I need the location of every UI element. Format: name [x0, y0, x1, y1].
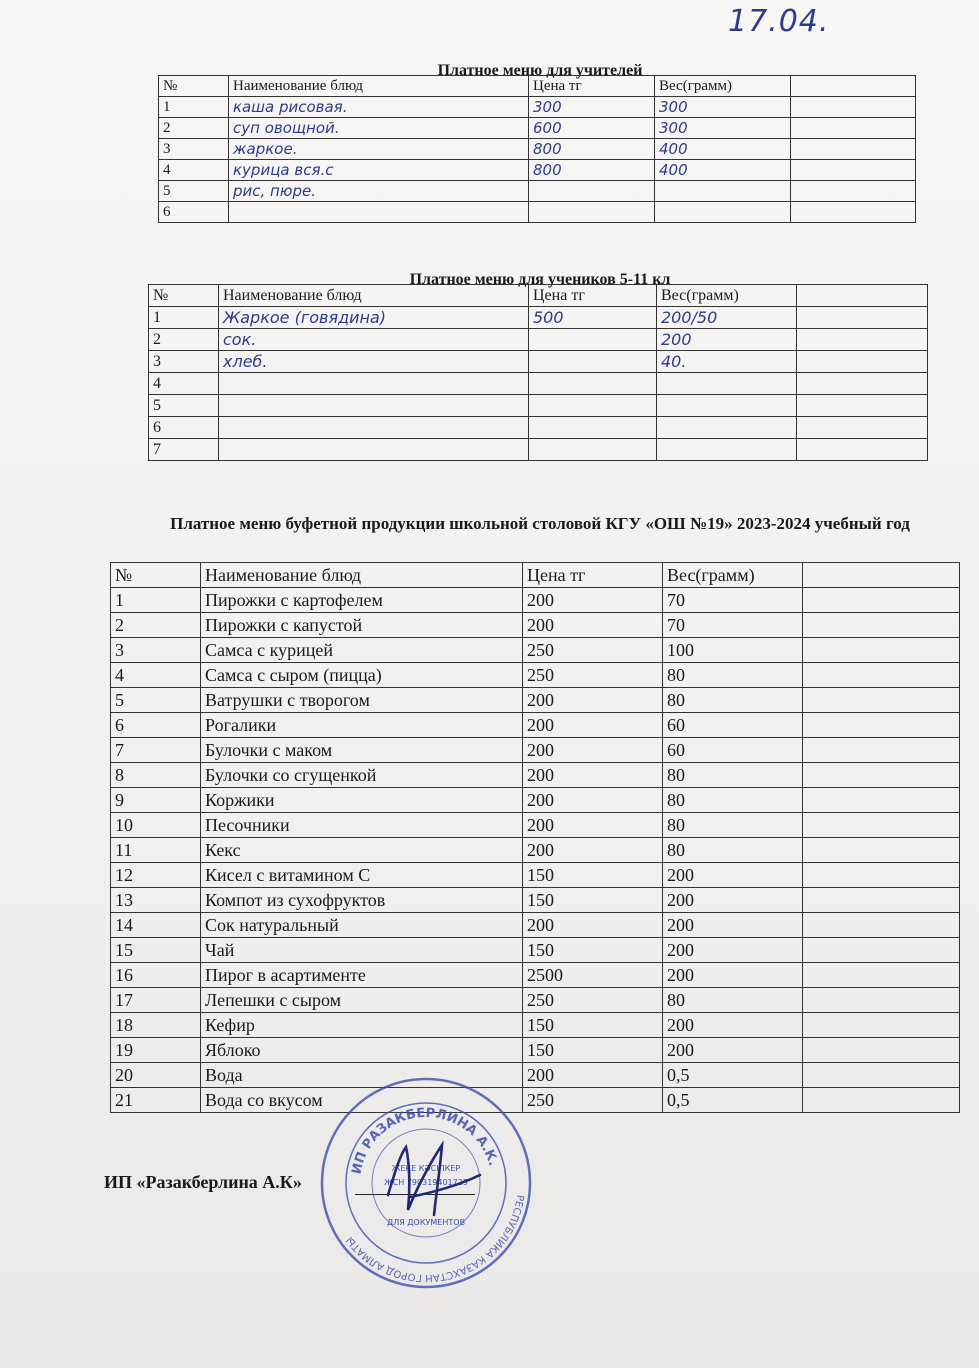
table-cell: 4 [149, 373, 219, 395]
table-cell: 200 [523, 588, 663, 613]
table-cell [219, 373, 529, 395]
table-cell: 60 [663, 738, 803, 763]
table-cell: Рогалики [201, 713, 523, 738]
column-header [791, 76, 916, 97]
table-cell [803, 638, 960, 663]
table-cell [803, 588, 960, 613]
table-cell [529, 395, 657, 417]
table-cell: 3 [149, 351, 219, 373]
table-cell [529, 417, 657, 439]
table-header-row [159, 76, 916, 97]
table-cell: 21 [111, 1088, 201, 1113]
column-header: Вес(грамм) [663, 563, 803, 588]
stamp-inner-text: ИП РАЗАКБЕРЛИНА А.К. [349, 1105, 501, 1176]
table-cell: хлеб. [219, 351, 529, 373]
table-cell: Чай [201, 938, 523, 963]
table-cell: 200 [523, 813, 663, 838]
table-cell: 80 [663, 838, 803, 863]
column-header: № [111, 563, 201, 588]
table-row [111, 738, 960, 763]
table-cell [791, 118, 916, 139]
table-cell [803, 988, 960, 1013]
table-row [111, 988, 960, 1013]
table-cell: 80 [663, 763, 803, 788]
table-cell [803, 838, 960, 863]
stamp-bottom-text: ДЛЯ ДОКУМЕНТОВ [386, 1218, 466, 1227]
table-cell [803, 688, 960, 713]
table-cell [655, 181, 791, 202]
table-row [111, 813, 960, 838]
table-row [111, 613, 960, 638]
table-cell: 16 [111, 963, 201, 988]
table-cell: 60 [663, 713, 803, 738]
table-cell [803, 963, 960, 988]
table-row [111, 1088, 960, 1113]
table-cell [803, 863, 960, 888]
buffet-menu-title: Платное меню буфетной продукции школьной столовой КГУ «ОШ №19» 2023-2024 учебный год [170, 514, 910, 533]
table-row [159, 139, 916, 160]
table-cell: 200 [523, 838, 663, 863]
table-cell [797, 373, 928, 395]
column-header: Цена тг [529, 76, 655, 97]
table-cell: 800 [529, 139, 655, 160]
table-cell: Самса с курицей [201, 638, 523, 663]
table-cell [791, 160, 916, 181]
table-cell: Жаркое (говядина) [219, 307, 529, 329]
table-cell [803, 788, 960, 813]
table-row [111, 838, 960, 863]
table-cell: 200 [663, 913, 803, 938]
table-cell: 2500 [523, 963, 663, 988]
table-row [111, 938, 960, 963]
teachers-menu-body [159, 97, 916, 223]
buffet-menu-table [110, 562, 960, 1113]
table-cell [803, 738, 960, 763]
table-cell: Самса с сыром (пицца) [201, 663, 523, 688]
table-cell: 80 [663, 688, 803, 713]
table-cell: 500 [529, 307, 657, 329]
column-header: № [159, 76, 229, 97]
table-cell [529, 202, 655, 223]
table-cell [657, 439, 797, 461]
table-cell: 5 [159, 181, 229, 202]
table-row [159, 118, 916, 139]
table-row [111, 788, 960, 813]
table-cell: 200 [523, 738, 663, 763]
table-cell [791, 181, 916, 202]
table-cell: 1 [159, 97, 229, 118]
table-cell: 2 [149, 329, 219, 351]
table-row [149, 439, 928, 461]
table-cell: 400 [655, 139, 791, 160]
table-cell [655, 202, 791, 223]
table-cell: 4 [111, 663, 201, 688]
table-cell: Кисел с витамином С [201, 863, 523, 888]
table-cell: Кекс [201, 838, 523, 863]
table-cell: Пирожки с картофелем [201, 588, 523, 613]
table-row [159, 160, 916, 181]
table-cell: 11 [111, 838, 201, 863]
table-cell [803, 913, 960, 938]
table-row [111, 1038, 960, 1063]
table-cell: 150 [523, 863, 663, 888]
table-cell: Кефир [201, 1013, 523, 1038]
table-cell [803, 938, 960, 963]
students-menu-body [149, 307, 928, 461]
table-cell: 1 [149, 307, 219, 329]
table-cell: Вода со вкусом [201, 1088, 523, 1113]
table-cell [803, 888, 960, 913]
table-cell: 0,5 [663, 1063, 803, 1088]
table-cell: 150 [523, 1038, 663, 1063]
table-cell: 200 [523, 763, 663, 788]
table-cell [797, 439, 928, 461]
table-cell: Вода [201, 1063, 523, 1088]
table-cell: 9 [111, 788, 201, 813]
table-row [111, 1063, 960, 1088]
table-cell: 150 [523, 888, 663, 913]
table-cell [529, 181, 655, 202]
table-cell: 200 [663, 1038, 803, 1063]
table-cell: 17 [111, 988, 201, 1013]
table-cell [803, 763, 960, 788]
table-cell [529, 373, 657, 395]
table-cell [791, 202, 916, 223]
table-row [149, 307, 928, 329]
table-cell [529, 329, 657, 351]
table-cell: 13 [111, 888, 201, 913]
table-cell: 300 [655, 118, 791, 139]
table-cell [797, 307, 928, 329]
table-cell: 6 [111, 713, 201, 738]
signatory-label: ИП «Разакберлина А.К» [104, 1172, 302, 1192]
table-cell: 70 [663, 588, 803, 613]
table-cell: 5 [111, 688, 201, 713]
table-row [111, 863, 960, 888]
table-cell: 7 [111, 738, 201, 763]
table-cell [219, 417, 529, 439]
table-cell [657, 395, 797, 417]
teachers-menu-title: Платное меню для учителей [437, 62, 643, 79]
table-cell: 10 [111, 813, 201, 838]
table-cell: 250 [523, 638, 663, 663]
stamp-id-text: ЖСН 790319401725 [384, 1178, 468, 1187]
buffet-menu-body [111, 588, 960, 1113]
table-cell: 400 [655, 160, 791, 181]
table-cell: 300 [529, 97, 655, 118]
table-cell: Булочки со сгущенкой [201, 763, 523, 788]
column-header: Наименование блюд [219, 285, 529, 307]
table-header-row [111, 563, 960, 588]
table-cell: Компот из сухофруктов [201, 888, 523, 913]
table-cell: 600 [529, 118, 655, 139]
table-cell [803, 813, 960, 838]
table-cell [797, 417, 928, 439]
table-cell: 150 [523, 1013, 663, 1038]
handwritten-date: 17.04. [728, 4, 830, 39]
table-cell: 200 [663, 963, 803, 988]
table-cell [657, 417, 797, 439]
handwritten-signature [380, 1135, 490, 1225]
table-row [149, 351, 928, 373]
table-cell: жаркое. [229, 139, 529, 160]
table-cell: Булочки с маком [201, 738, 523, 763]
table-cell: 250 [523, 663, 663, 688]
table-cell: 200 [663, 888, 803, 913]
table-row [111, 963, 960, 988]
table-cell: Яблоко [201, 1038, 523, 1063]
table-cell: 2 [159, 118, 229, 139]
table-cell: 7 [149, 439, 219, 461]
table-cell: 1 [111, 588, 201, 613]
stamp-outer-text: РЕСПУБЛИКА КАЗАХСТАН ГОРОД АЛМАТЫ [344, 1194, 526, 1284]
column-header: № [149, 285, 219, 307]
table-cell: 2 [111, 613, 201, 638]
table-cell [791, 139, 916, 160]
table-cell: 80 [663, 663, 803, 688]
table-row [159, 181, 916, 202]
table-row [159, 97, 916, 118]
table-cell [803, 713, 960, 738]
table-row [149, 417, 928, 439]
table-cell: 200 [523, 788, 663, 813]
table-row [111, 588, 960, 613]
table-cell: Пирожки с капустой [201, 613, 523, 638]
table-cell: 150 [523, 938, 663, 963]
table-cell: 100 [663, 638, 803, 663]
table-cell: 0,5 [663, 1088, 803, 1113]
table-row [149, 373, 928, 395]
table-header-row [149, 285, 928, 307]
table-cell [797, 329, 928, 351]
table-row [111, 888, 960, 913]
table-cell: Коржики [201, 788, 523, 813]
table-cell: курица вся.с [229, 160, 529, 181]
table-cell: Песочники [201, 813, 523, 838]
table-row [111, 663, 960, 688]
column-header: Вес(грамм) [657, 285, 797, 307]
table-cell: 800 [529, 160, 655, 181]
table-cell: 19 [111, 1038, 201, 1063]
table-cell: 200 [523, 713, 663, 738]
teachers-menu-table [158, 75, 916, 223]
column-header: Наименование блюд [229, 76, 529, 97]
table-cell: 3 [111, 638, 201, 663]
table-cell [803, 1013, 960, 1038]
column-header: Цена тг [529, 285, 657, 307]
table-cell [803, 1038, 960, 1063]
column-header [797, 285, 928, 307]
table-cell: 200 [663, 1013, 803, 1038]
table-cell: Пирог в асартименте [201, 963, 523, 988]
table-cell [797, 351, 928, 373]
table-cell: 200 [663, 863, 803, 888]
column-header [803, 563, 960, 588]
table-cell: 6 [159, 202, 229, 223]
stamp-center-text: ЖЕКЕ КӘСІПКЕР [391, 1164, 461, 1173]
table-row [111, 913, 960, 938]
table-cell: 200/50 [657, 307, 797, 329]
table-cell: 200 [523, 1063, 663, 1088]
table-cell: Лепешки с сыром [201, 988, 523, 1013]
table-cell [657, 373, 797, 395]
table-cell [797, 395, 928, 417]
table-row [111, 688, 960, 713]
students-menu-table [148, 284, 928, 461]
table-cell [803, 663, 960, 688]
table-cell [229, 202, 529, 223]
table-cell: 70 [663, 613, 803, 638]
table-cell: 40. [657, 351, 797, 373]
students-menu-title: Платное меню для учеников 5-11 кл [409, 271, 671, 288]
table-cell [803, 1063, 960, 1088]
table-row [149, 329, 928, 351]
table-cell: 6 [149, 417, 219, 439]
column-header: Наименование блюд [201, 563, 523, 588]
table-cell: 80 [663, 813, 803, 838]
table-row [111, 638, 960, 663]
table-cell: Сок натуральный [201, 913, 523, 938]
table-cell: 200 [663, 938, 803, 963]
column-header: Вес(грамм) [655, 76, 791, 97]
table-cell: 4 [159, 160, 229, 181]
table-cell: 80 [663, 988, 803, 1013]
table-cell [529, 439, 657, 461]
table-cell: Ватрушки с творогом [201, 688, 523, 713]
table-row [111, 1013, 960, 1038]
table-cell: 20 [111, 1063, 201, 1088]
table-row [111, 713, 960, 738]
table-cell: 80 [663, 788, 803, 813]
table-cell: 14 [111, 913, 201, 938]
table-cell: 18 [111, 1013, 201, 1038]
table-cell: 250 [523, 1088, 663, 1113]
table-cell: 200 [523, 613, 663, 638]
table-cell: 12 [111, 863, 201, 888]
table-row [159, 202, 916, 223]
column-header: Цена тг [523, 563, 663, 588]
table-row [111, 763, 960, 788]
table-cell [529, 351, 657, 373]
table-row [149, 395, 928, 417]
table-cell: суп овощной. [229, 118, 529, 139]
table-cell [791, 97, 916, 118]
table-cell: 5 [149, 395, 219, 417]
table-cell: каша рисовая. [229, 97, 529, 118]
table-cell [803, 613, 960, 638]
table-cell: 200 [523, 913, 663, 938]
table-cell: 200 [523, 688, 663, 713]
table-cell: 15 [111, 938, 201, 963]
table-cell [803, 1088, 960, 1113]
table-cell: сок. [219, 329, 529, 351]
table-cell: 3 [159, 139, 229, 160]
table-cell: 200 [657, 329, 797, 351]
table-cell [219, 395, 529, 417]
table-cell: рис, пюре. [229, 181, 529, 202]
table-cell: 8 [111, 763, 201, 788]
table-cell: 300 [655, 97, 791, 118]
table-cell: 250 [523, 988, 663, 1013]
table-cell [219, 439, 529, 461]
